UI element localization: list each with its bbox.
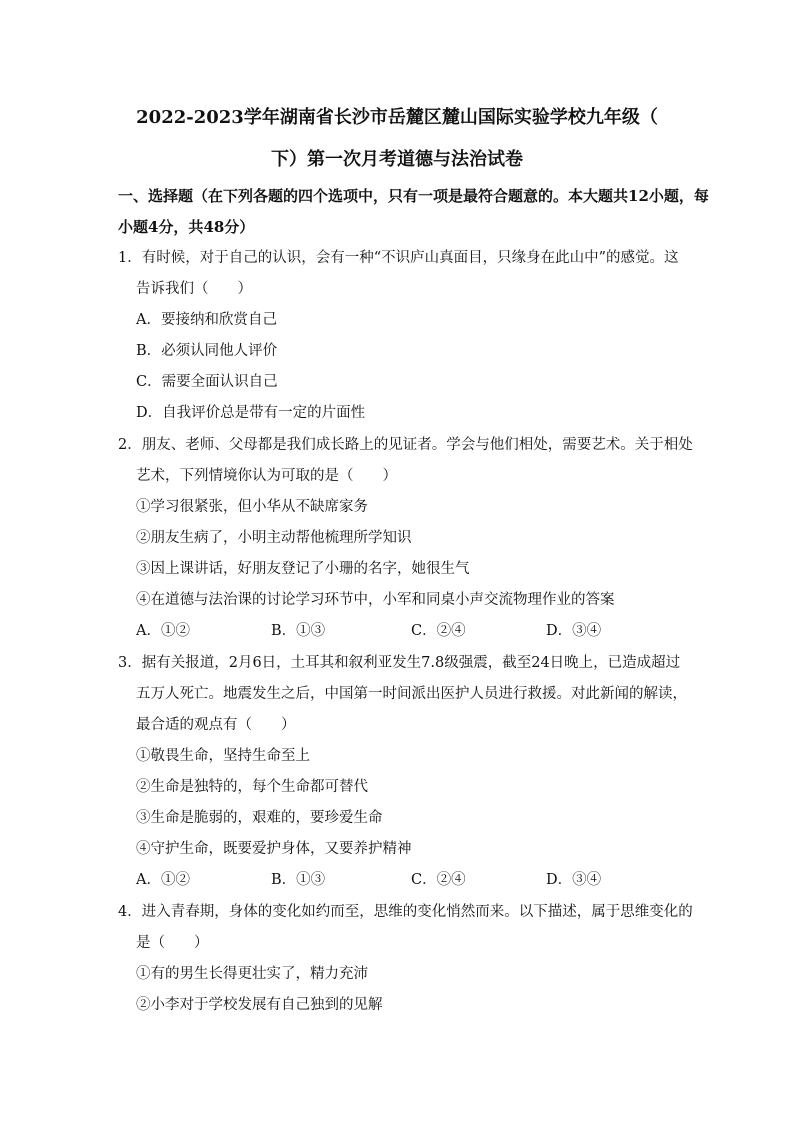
q3-option-c: C．②④ (411, 872, 466, 888)
q2-option-c: C．②④ (411, 623, 466, 639)
q3-statement-4: ④守护生命，既要爱护身体，又要养护精神 (136, 841, 412, 857)
q3-stem-line-1: 3．据有关报道，2月6日，土耳其和叙利亚发生7.8级强震，截至24日晚上，已造成超过 (118, 655, 681, 671)
exam-title-line-2: 下）第一次月考道德与法治试卷 (271, 149, 523, 170)
q2-option-d: D．③④ (546, 623, 602, 639)
q4-statement-1: ①有的男生长得更壮实了，精力充沛 (136, 966, 368, 982)
q3-option-a: A．①② (136, 872, 190, 888)
q4-stem-line-2: 是（ ） (136, 935, 209, 951)
q1-choice-c: C．需要全面认识自己 (136, 374, 278, 390)
q3-statement-3: ③生命是脆弱的，艰难的，要珍爱生命 (136, 810, 383, 826)
q4-stem-line-1: 4．进入青春期，身体的变化如约而至，思维的变化悄然而来。以下描述，属于思维变化的 (118, 904, 693, 920)
q1-choice-a: A．要接纳和欣赏自己 (136, 312, 277, 328)
q2-statement-1: ①学习很紧张，但小华从不缺席家务 (136, 499, 368, 515)
q2-option-a: A．①② (136, 623, 190, 639)
q1-choice-d: D．自我评价总是带有一定的片面性 (136, 405, 366, 421)
q3-stem-line-3: 最合适的观点有（ ） (136, 717, 296, 733)
q2-stem-line-1: 2．朋友、老师、父母都是我们成长路上的见证者。学会与他们相处，需要艺术。关于相处 (118, 437, 693, 453)
q3-statement-1: ①敬畏生命，坚持生命至上 (136, 748, 310, 764)
q3-stem-line-2: 五万人死亡。地震发生之后，中国第一时间派出医护人员进行救援。对此新闻的解读， (136, 686, 687, 702)
q2-option-b: B．①③ (271, 623, 326, 639)
q3-option-b: B．①③ (271, 872, 326, 888)
q2-options-row (136, 621, 676, 641)
q2-stem-line-2: 艺术，下列情境你认为可取的是（ ） (136, 468, 397, 484)
q2-statement-3: ③因上课讲话，好朋友登记了小珊的名字，她很生气 (136, 561, 470, 577)
q3-option-d: D．③④ (546, 872, 602, 888)
q3-statement-2: ②生命是独特的，每个生命都可替代 (136, 779, 368, 795)
q4-statement-2: ②小李对于学校发展有自己独到的见解 (136, 997, 383, 1013)
q3-options-row (136, 870, 676, 890)
section-heading-line-1: 一、选择题（在下列各题的四个选项中，只有一项是最符合题意的。本大题共12小题，每 (118, 187, 709, 205)
q1-choice-b: B．必须认同他人评价 (136, 343, 278, 359)
section-heading-line-2: 小题4分，共48分） (118, 218, 255, 236)
q1-stem-line-1: 1．有时候，对于自己的认识，会有一种“不识庐山真面目，只缘身在此山中”的感觉。这 (118, 250, 679, 266)
exam-title-line-1: 2022-2023学年湖南省长沙市岳麓区麓山国际实验学校九年级（ (136, 107, 658, 128)
q2-statement-4: ④在道德与法治课的讨论学习环节中，小军和同桌小声交流物理作业的答案 (136, 592, 615, 608)
q2-statement-2: ②朋友生病了，小明主动帮他梳理所学知识 (136, 530, 412, 546)
q1-stem-line-2: 告诉我们（ ） (136, 281, 252, 297)
